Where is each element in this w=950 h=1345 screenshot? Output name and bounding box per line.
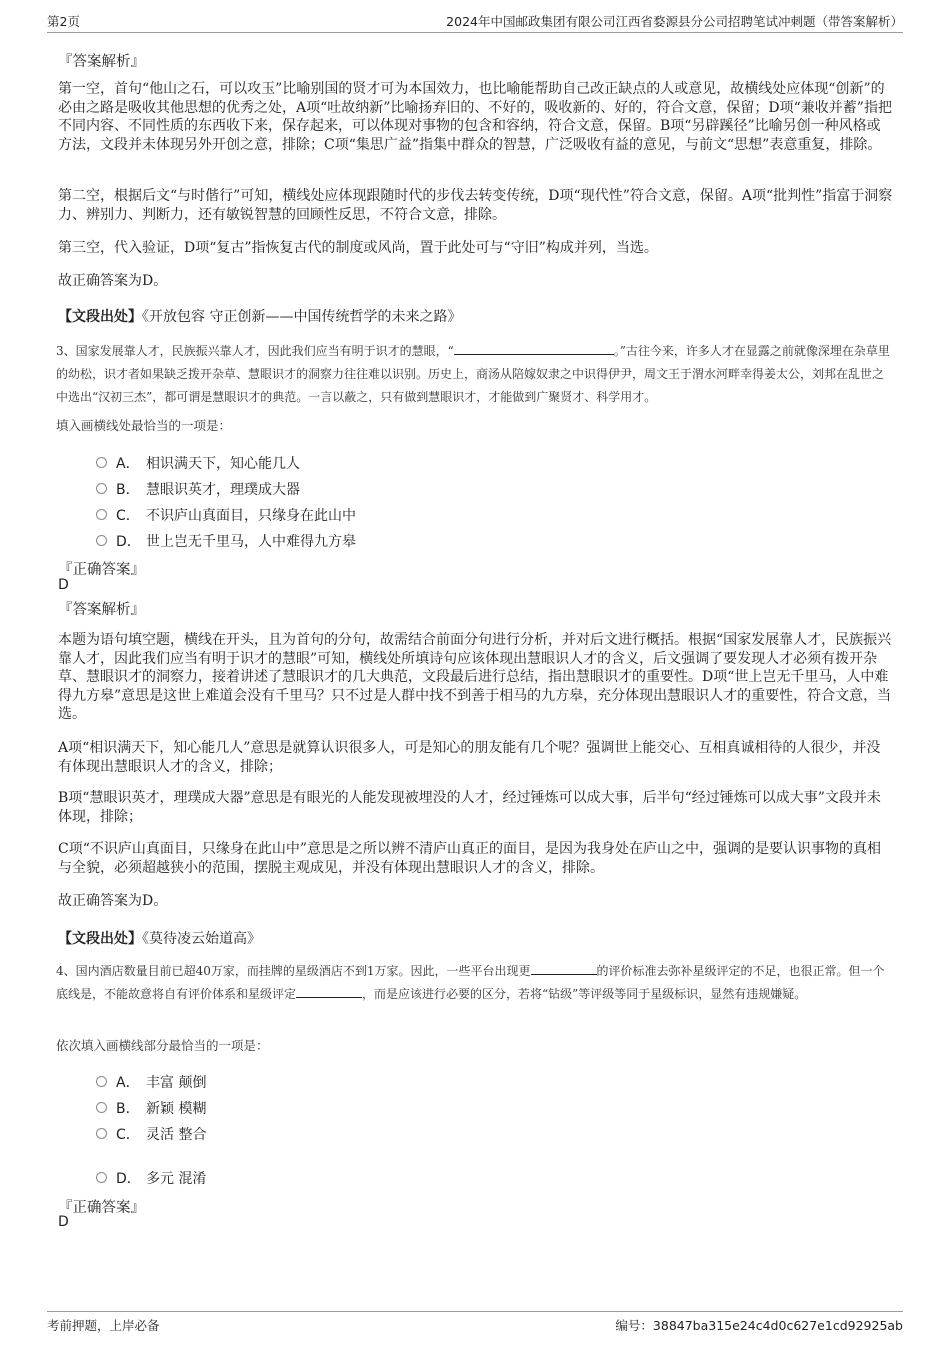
document-title: 2024年中国邮政集团有限公司江西省婺源县分公司招聘笔试冲刺题（带答案解析） xyxy=(446,14,903,29)
page-footer xyxy=(47,1311,903,1336)
q3-analysis-para-1: 本题为语句填空题，横线在开头，且为首句的分句，故需结合前面分句进行分析，并对后文进行概括。根据“国家发展靠人才，民族振兴靠人才，因此我们应当有明于识才的慧眼”可知，横线处所填诗句应该体现出慧眼识人才的含义，后文强调了要发现人才必须有拨开杂草、慧眼识才的洞察力，接着讲述了慧眼识才的几大典范，文段最后进行总结，指出慧眼识才的重要性。D项“世上岂无千里马，人中难得九方皋”意思是这世上难道会没有千里马？只不过是人群中找不到善于相马的九方皋，充分体现出慧眼识人才的重要性，符合文意，当选。 xyxy=(58,632,892,722)
option-text: 多元 混淆 xyxy=(146,1171,207,1187)
q4-blank-1 xyxy=(531,961,597,975)
radio-icon[interactable] xyxy=(96,483,107,494)
option-letter: D． xyxy=(116,534,141,550)
q2-conclusion: 故正确答案为D。 xyxy=(58,273,168,289)
radio-icon[interactable] xyxy=(96,535,107,546)
q4-correct-answer-label: 『正确答案』 xyxy=(58,1200,145,1216)
q3-correct-answer-label: 『正确答案』 xyxy=(58,562,145,578)
radio-icon[interactable] xyxy=(96,1128,107,1139)
q4-stem xyxy=(56,960,894,1006)
q3-stem-part-a: 3、国家发展靠人才，民族振兴靠人才，因此我们应当有明于识才的慧眼，“ xyxy=(56,344,454,358)
option-letter: B． xyxy=(116,482,140,498)
q2-source-title: 《开放包容 守正创新——中国传统哲学的未来之路》 xyxy=(142,309,462,325)
radio-icon[interactable] xyxy=(96,509,107,520)
option-text: 世上岂无千里马，人中难得九方皋 xyxy=(146,534,356,550)
source-label: 【文段出处】 xyxy=(58,931,142,947)
q3-analysis-para-3: B项“慧眼识英才，理璞成大器”意思是有眼光的人能发现被埋没的人才，经过锤炼可以成大事，后半句“经过锤炼可以成大事”文段并未体现，排除； xyxy=(58,790,881,825)
radio-icon[interactable] xyxy=(96,1172,107,1183)
q2-analysis-label: 『答案解析』 xyxy=(58,54,145,70)
q3-source-title: 《莫待凌云始道高》 xyxy=(142,931,261,947)
q4-stem-part-b: 的评价标准去弥补星级评定的不足，也很正常。但一个底线是，不能故意将自有评价体系和星级评定 xyxy=(56,964,885,1001)
option-letter: C． xyxy=(116,1127,140,1143)
option-text: 不识庐山真面目，只缘身在此山中 xyxy=(146,508,356,524)
q2-source xyxy=(58,306,461,326)
source-label: 【文段出处】 xyxy=(58,309,142,325)
radio-icon[interactable] xyxy=(96,1076,107,1087)
option-letter: D． xyxy=(116,1171,141,1187)
option-letter: A． xyxy=(116,1075,140,1091)
option-text: 丰富 颠倒 xyxy=(146,1075,207,1091)
q4-correct-answer: D xyxy=(58,1214,69,1230)
q3-blank xyxy=(454,341,614,355)
option-letter: B． xyxy=(116,1101,140,1117)
footer-code xyxy=(615,1316,903,1334)
option-text: 相识满天下，知心能几人 xyxy=(146,456,300,472)
option-letter: A． xyxy=(116,456,140,472)
q3-source xyxy=(58,928,261,948)
q3-analysis-label: 『答案解析』 xyxy=(58,602,145,618)
page-header xyxy=(47,12,903,33)
q3-correct-answer: D xyxy=(58,577,69,593)
q3-stem xyxy=(56,340,894,409)
radio-icon[interactable] xyxy=(96,1102,107,1113)
q2-analysis-para-3: 第三空，代入验证，D项“复古”指恢复古代的制度或风尚，置于此处可与“守旧”构成并列，当选。 xyxy=(58,240,658,256)
q3-analysis-para-2: A项“相识满天下，知心能几人”意思是就算认识很多人，可是知心的朋友能有几个呢？强调世上能交心、互相真诚相待的人很少，并没有体现出慧眼识人才的含义，排除； xyxy=(58,740,881,775)
q4-prompt: 依次填入画横线部分最恰当的一项是： xyxy=(56,1038,269,1053)
q3-conclusion: 故正确答案为D。 xyxy=(58,893,168,909)
footer-code-label: 编号： xyxy=(615,1318,653,1333)
page-number: 第2页 xyxy=(47,14,80,29)
option-text: 新颖 模糊 xyxy=(146,1101,207,1117)
q2-analysis-para-1: 第一空，首句“他山之石，可以攻玉”比喻别国的贤才可为本国效力，也比喻能帮助自己改正缺点的人或意见，故横线处应体现“创新”的必由之路是吸收其他思想的优秀之处，A项“吐故纳新”比喻扬弃旧的、不好的，吸收新的、好的，符合文意，保留；D项“兼收并蓄”指把不同内容、不同性质的东西收下来，保存起来，可以体现对事物的包含和容纳，符合文意，保留。B项“另辟蹊径”比喻另创一种风格或方法，文段并未体现另外开创之意，排除；C项“集思广益”指集中群众的智慧，广泛吸收有益的意见，与前文“思想”表意重复，排除。 xyxy=(58,81,892,153)
q4-stem-part-c: ，而是应该进行必要的区分，若将“钻级”等评级等同于星级标识，显然有违规嫌疑。 xyxy=(362,987,807,1001)
q2-analysis-para-2: 第二空，根据后文“与时偕行”可知，横线处应体现跟随时代的步伐去转变传统，D项“现代性”符合文意，保留。A项“批判性”指富于洞察力、辨别力、判断力，还有敏锐智慧的回顾性反思，不符合文意，排除。 xyxy=(58,188,893,223)
q3-analysis-para-4: C项“不识庐山真面目，只缘身在此山中”意思是之所以辨不清庐山真正的面目，是因为我身处在庐山之中，强调的是要认识事物的真相与全貌，必须超越狭小的范围，摆脱主观成见，并没有体现出慧眼识人才的含义，排除。 xyxy=(58,841,882,876)
option-text: 慧眼识英才，理璞成大器 xyxy=(146,482,300,498)
radio-icon[interactable] xyxy=(96,457,107,468)
option-letter: C． xyxy=(116,508,140,524)
footer-slogan: 考前押题，上岸必备 xyxy=(47,1318,160,1333)
option-text: 灵活 整合 xyxy=(146,1127,207,1143)
q4-blank-2 xyxy=(296,984,362,998)
q3-prompt: 填入画横线处最恰当的一项是： xyxy=(56,418,232,433)
footer-code-value: 38847ba315e24c4d0c627e1cd92925ab xyxy=(652,1318,903,1333)
q3-stem-part-b: 。”古往今来，许多人才在显露之前就像深埋在杂草里的幼松，识才者如果缺乏拨开杂草、慧眼识才的洞察力往往难以识别。历史上，商汤从陪嫁奴隶之中识得伊尹，周文王于渭水河畔幸得姜太公，刘邦在乱世之中选出“汉初三杰”，都可谓是慧眼识才的典范。一言以蔽之，只有做到慧眼识才，才能做到广聚贤才、科学用才。 xyxy=(56,344,890,404)
q4-stem-part-a: 4、国内酒店数量目前已超40万家，而挂牌的星级酒店不到1万家。因此，一些平台出现更 xyxy=(56,964,531,978)
